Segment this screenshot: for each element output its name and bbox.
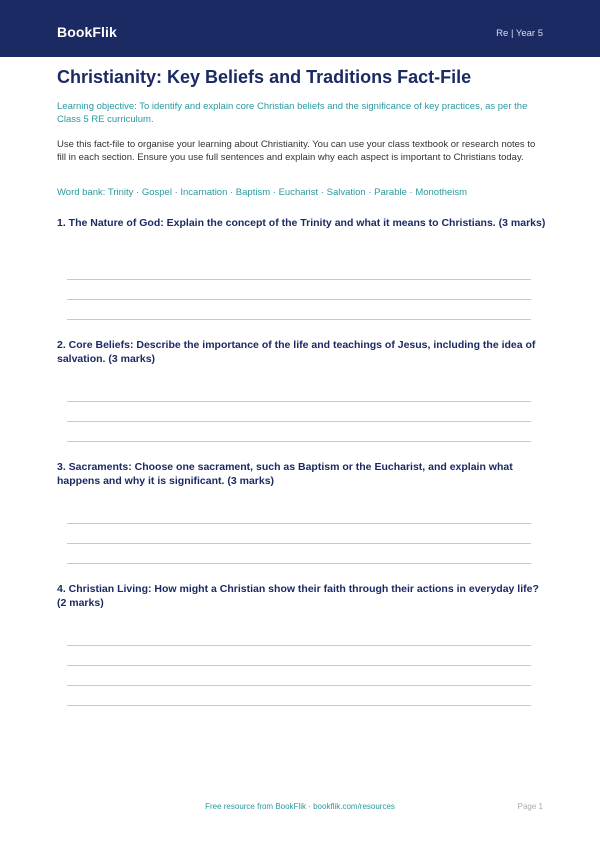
answer-line[interactable]	[67, 279, 531, 280]
learning-objective: Learning objective: To identify and explain core Christian beliefs and the significance of key practices, as per the Class 5 RE curriculum.	[57, 101, 528, 125]
answer-line[interactable]	[67, 563, 531, 564]
page-number: Page 1	[517, 802, 543, 811]
word-bank: Word bank: Trinity · Gospel · Incarnation · Baptism · Eucharist · Salvation · Parable · Monotheism	[57, 187, 468, 198]
answer-line[interactable]	[67, 441, 531, 442]
answer-line[interactable]	[67, 401, 531, 402]
answer-line[interactable]	[67, 523, 531, 524]
answer-line[interactable]	[67, 705, 531, 706]
subject-year-label: Re | Year 5	[496, 28, 543, 39]
answer-line[interactable]	[67, 421, 531, 422]
answer-line[interactable]	[67, 665, 531, 666]
intro-text: Use this fact-file to organise your learning about Christianity. You can use your class textbook or research notes to fill in each section. Ensure you use full sentences and explain why each aspect is important to Christians today.	[57, 139, 536, 163]
answer-line[interactable]	[67, 543, 531, 544]
question-3: 3. Sacraments: Choose one sacrament, such as Baptism or the Eucharist, and explain what happens and why it is significant. (3 marks)	[57, 461, 513, 487]
question-1: 1. The Nature of God: Explain the concept of the Trinity and what it means to Christians. (3 marks)	[57, 217, 546, 229]
answer-line[interactable]	[67, 319, 531, 320]
brand-logo-text[interactable]: BookFlik	[57, 24, 117, 40]
answer-line[interactable]	[67, 685, 531, 686]
page-title: Christianity: Key Beliefs and Traditions Fact-File	[57, 67, 472, 87]
footer-credit[interactable]: Free resource from BookFlik · bookflik.com/resources	[205, 802, 395, 811]
answer-line[interactable]	[67, 299, 531, 300]
answer-line[interactable]	[67, 645, 531, 646]
question-4: 4. Christian Living: How might a Christian show their faith through their actions in everyday life? (2 marks)	[57, 583, 539, 609]
header-bar	[0, 0, 600, 57]
question-2: 2. Core Beliefs: Describe the importance of the life and teachings of Jesus, including the idea of salvation. (3 marks)	[57, 339, 536, 365]
